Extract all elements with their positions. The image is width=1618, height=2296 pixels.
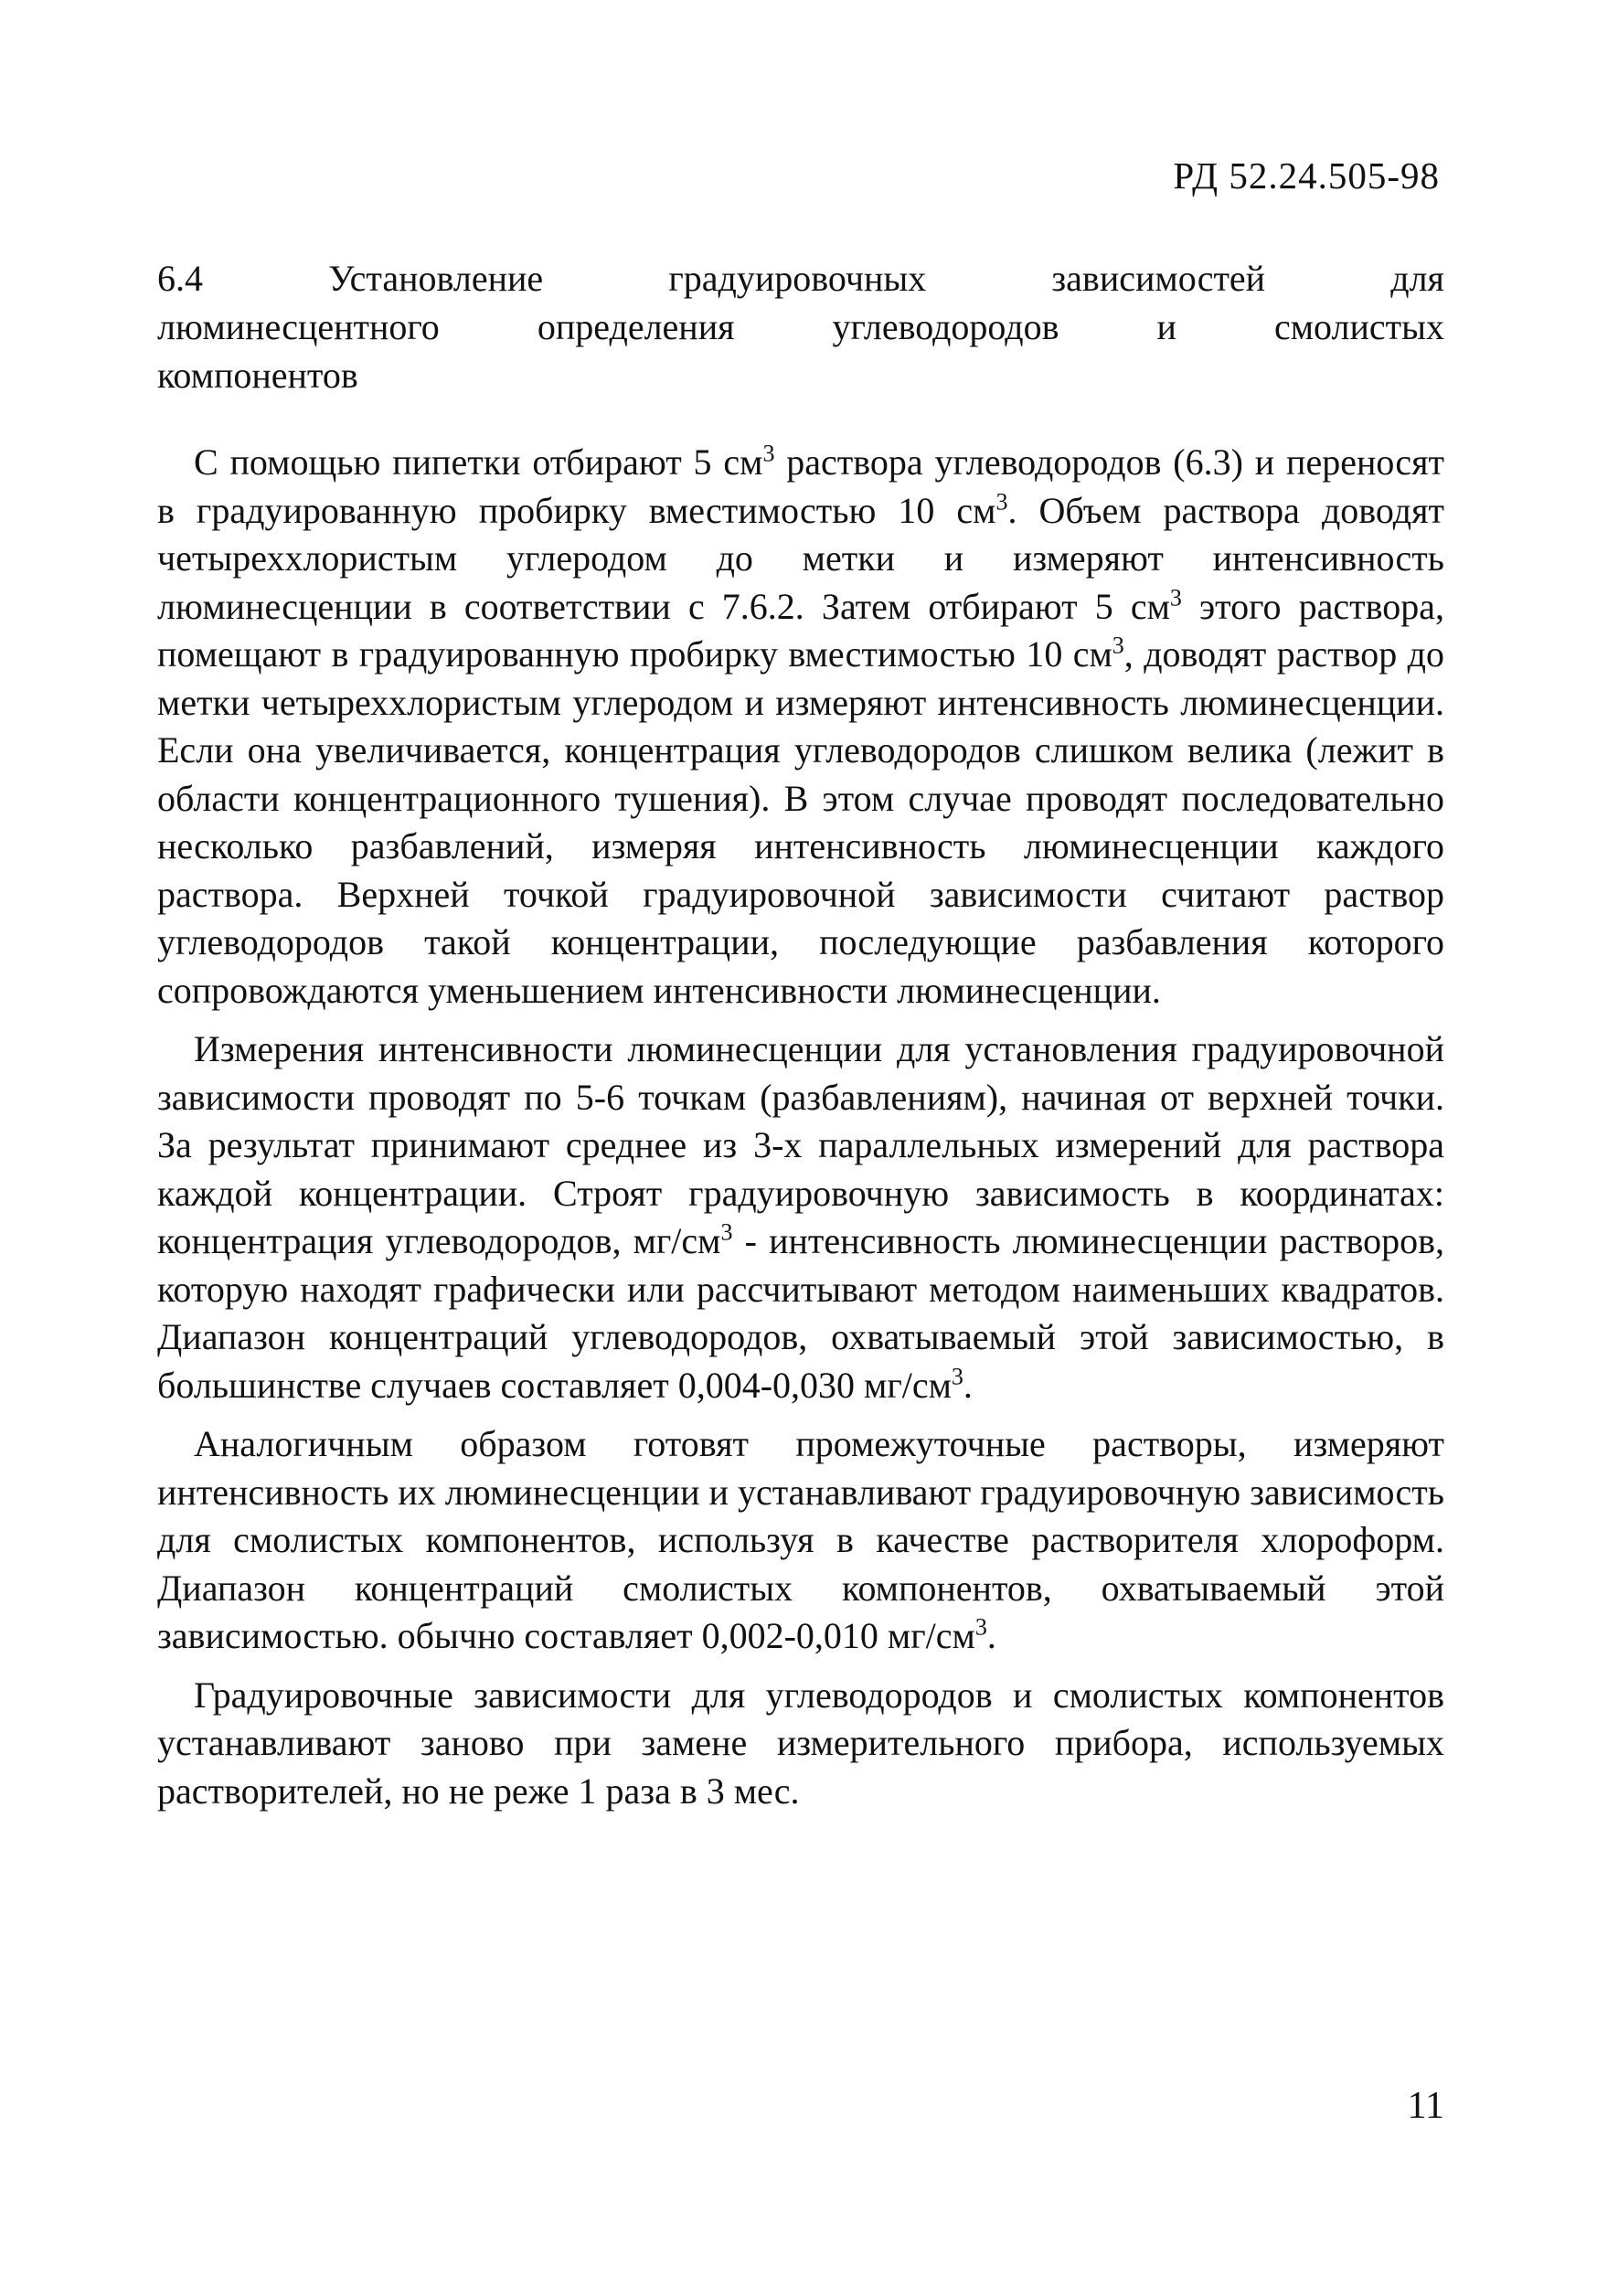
paragraph-calibration-procedure: С помощью пипетки отбирают 5 $см^3$ раствора углеводородов (6.3) и переносят в градуированную пробирку вместимостью 10 $см^3$. Объем раствора доводят четыреххлористым углеродом до метки и измеряют интенсивность люминесценции в соответствии с 7.6.2. Затем отбирают 5 $см^3$ этого раствора, помещают в градуированную пробирку вместимостью 10 $см^3$, доводят раствор до метки четыреххлористым углеродом и измеряют интенсивность люминесценции. Если она увеличивается, концентрация углеводородов слишком велика (лежит в области концентрационного тушения). В этом случае проводят последовательно несколько разбавлений, измеряя интенсивность люминесценции каждого раствора. Верхней точкой градуировочной зависимости считают раствор углеводородов такой концентрации, последующие разбавления которого сопровождаются уменьшением интенсивности люминесценции. <box>157 440 1445 1011</box>
page-number: 11 <box>1407 2085 1444 2127</box>
heading-line <box>157 351 1444 399</box>
heading-word: компонентов <box>157 355 358 396</box>
superscript: 3 <box>995 488 1008 516</box>
superscript: 3 <box>1112 632 1124 659</box>
heading-word: градуировочных <box>668 258 927 299</box>
heading-line <box>157 303 1444 351</box>
document-code: РД 52.24.505-98 <box>1173 154 1440 197</box>
body-text <box>157 439 1444 1815</box>
section-heading <box>157 254 1444 399</box>
superscript: 3 <box>1169 584 1182 611</box>
heading-word: 6.4 <box>157 258 203 299</box>
heading-word: зависимостей <box>1051 258 1266 299</box>
heading-word: и <box>1156 306 1176 347</box>
heading-word: люминесцентного <box>157 306 440 347</box>
heading-word: углеводородов <box>832 306 1059 347</box>
heading-word: смолистых <box>1273 306 1444 347</box>
paragraph-recalibration: Градуировочные зависимости для углеводородов и смолистых компонентов устанавливают заново при замене измерительного прибора, используемых растворителей, но не реже 1 раза в 3 мес. <box>157 1674 1444 1812</box>
heading-word: Установление <box>328 258 544 299</box>
superscript: 3 <box>951 1363 963 1390</box>
heading-word: определения <box>537 306 735 347</box>
superscript: 3 <box>720 1218 733 1246</box>
superscript: 3 <box>974 1613 987 1641</box>
paragraph-measurements: Измерения интенсивности люминесценции для установления градуировочной зависимости проводят по 5-6 точкам (разбавлениям), начиная от верхней точки. За результат принимают среднее из 3-х параллельных измерений для раствора каждой концентрации. Строят градуировочную зависимость в координатах: концентрация углеводородов, $мг/см^3$ - интенсивность люминесценции растворов, которую находят графически или рассчитывают методом наименьших квадратов. Диапазон концентраций углеводородов, охватываемый этой зависимостью, в большинстве случаев составляет 0,004-0,030 $мг/см^3$. <box>157 1028 1445 1406</box>
heading-line <box>157 254 1444 303</box>
heading-word: для <box>1390 258 1444 299</box>
superscript: 3 <box>762 440 775 467</box>
paragraph-resin-components: Аналогичным образом готовят промежуточные растворы, измеряют интенсивность их люминесценции и устанавливают градуировочную зависимость для смолистых компонентов, используя в качестве растворителя хлороформ. Диапазон концентраций смолистых компонентов, охватываемый этой зависимостью. обычно составляет 0,002-0,010 $мг/см^3$. <box>157 1423 1444 1656</box>
